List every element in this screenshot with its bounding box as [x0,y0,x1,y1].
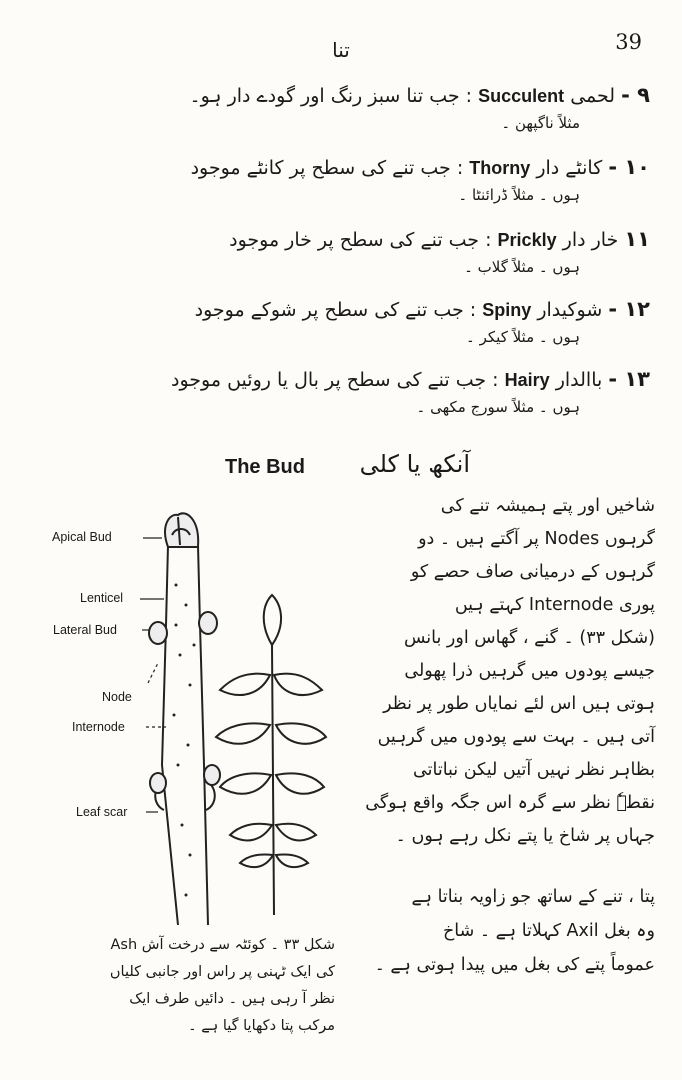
figure-caption [55,932,335,1040]
item-name: لحمی [570,85,616,107]
caption-line: کی ایک ٹہنی پر راس اور جانبی کلیاں [109,964,335,980]
item-number: ۱۲ - [608,297,650,321]
item-example: ہوں ۔ مثلاً ڈرائنٹا ۔ [458,186,580,204]
item-number: ۱۰ - [608,155,650,179]
item-description: : جب تنے کی سطح پر کانٹے موجود [190,157,464,179]
label-internode: Internode [72,720,125,734]
item-english-term: Spiny [482,300,532,320]
heading-english: The Bud [225,456,305,478]
body-line: پتا ، تنے کے ساتھ جو زاویہ بناتا ہے [411,887,655,907]
body-line: شاخیں اور پتے ہمیشہ تنے کی [440,496,655,516]
item-english-term: Succulent [478,86,565,106]
body-paragraph-end [330,880,655,982]
item-succulent [30,80,650,135]
label-leaf-scar: Leaf scar [76,805,128,819]
item-example: ہوں ۔ مثلاً کیکر ۔ [466,328,580,346]
label-node: Node [102,690,132,704]
label-lateral-bud: Lateral Bud [53,623,117,637]
item-spiny [30,294,650,349]
item-number: ۹ - [621,83,650,107]
item-name: شوکیدار [537,299,603,321]
item-hairy [30,364,650,419]
body-line: وہ بغل Axil کہلاتا ہے ۔ شاخ [442,921,655,941]
item-name: باالدار [555,369,603,391]
item-description: : جب تنے کی سطح پر بال یا روئیں موجود [171,369,499,391]
label-lenticel: Lenticel [80,591,124,605]
item-description: : جب تنے کی سطح پر خار موجود [229,229,492,251]
item-example: مثلاً ناگپھن ۔ [501,114,580,132]
body-line: گرہوں Nodes پر آگتے ہیں ۔ دو [418,529,655,549]
item-english-term: Prickly [497,230,557,250]
heading-urdu: آنکھ یا کلی [359,450,470,478]
item-description: : جب تنے کی سطح پر شوکے موجود [194,299,477,321]
section-heading [200,450,490,490]
caption-line: شکل ۳۳ ۔ کوئٹہ سے درخت آش Ash [110,937,335,953]
item-number: ۱۱ [624,227,650,251]
item-prickly [30,224,650,279]
item-name: خار دار [562,229,619,251]
caption-line: نظر آ رہی ہیں ۔ دائیں طرف ایک [129,991,335,1007]
caption-line: مرکب پتا دکھایا گیا ہے ۔ [188,1018,335,1034]
item-thorny [30,152,650,207]
body-line: بظاہر نظر نہیں آتیں لیکن نباتاتی [413,760,655,780]
item-english-term: Hairy [504,370,550,390]
item-example: ہوں ۔ مثلاً گلاب ۔ [464,258,580,276]
body-line: پوری Internode کہتے ہیں [454,595,655,615]
page-number: 39 [615,30,642,54]
item-number: ۱۳ - [608,367,650,391]
body-line: (شکل ۳۳) ۔ گنے ، گھاس اور بانس [403,628,655,648]
twig-illustration [40,505,330,925]
body-line: نقطہٗ نظر سے گرہ اس جگہ واقع ہوگی [365,793,655,813]
page-title: تنا [332,38,350,62]
body-line: گرہوں کے درمیانی صاف حصے کو [410,562,655,582]
body-line: جہاں پر شاخ یا پتے نکل رہے ہوں ۔ [395,826,655,846]
label-apical-bud: Apical Bud [52,530,112,544]
body-line: جیسے پودوں میں گرہیں ذرا پھولی [404,661,655,681]
body-line: عموماً پتے کی بغل میں پیدا ہوتی ہے ۔ [374,955,655,975]
item-example: ہوں ۔ مثلاً سورج مکھی ۔ [416,398,580,416]
body-paragraph [325,490,655,853]
body-line: آتی ہیں ۔ بہت سے پودوں میں گرہیں [377,727,655,747]
item-english-term: Thorny [469,158,531,178]
item-name: کانٹے دار [536,157,603,179]
figure-ash-twig [40,505,330,925]
body-line: ہوتی ہیں اس لئے نمایاں طور پر نظر [383,694,655,714]
item-description: : جب تنا سبز رنگ اور گودے دار ہو۔ [189,85,473,107]
